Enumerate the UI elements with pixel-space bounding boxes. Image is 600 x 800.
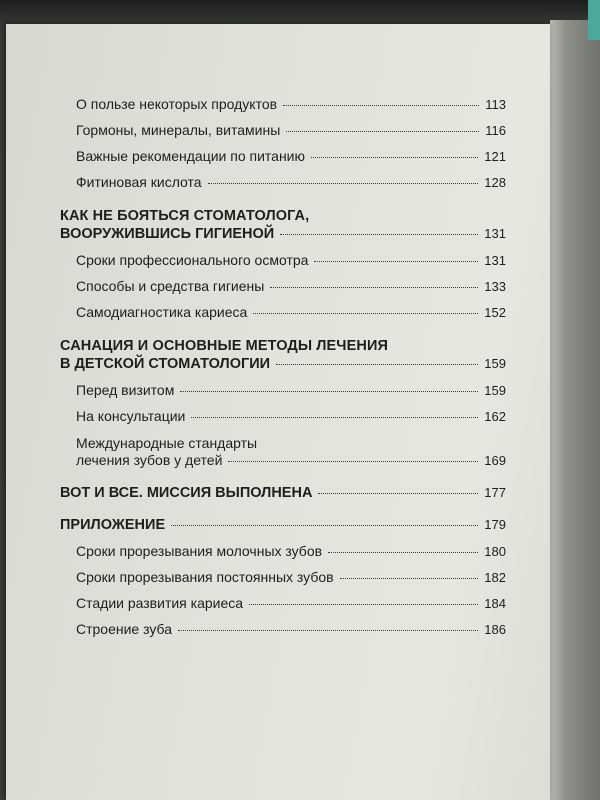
chapter-page: 179 xyxy=(484,517,506,532)
toc-entry-page: 184 xyxy=(484,596,506,611)
toc-entry-title: На консультации xyxy=(76,408,186,424)
book-page-stack xyxy=(550,20,600,800)
dot-leader xyxy=(283,105,479,106)
dot-leader xyxy=(340,578,479,579)
table-of-contents xyxy=(60,96,506,647)
dot-leader xyxy=(270,287,478,288)
toc-entry xyxy=(60,252,506,269)
toc-entry-page: 162 xyxy=(484,409,506,424)
toc-entry-page: 133 xyxy=(484,279,506,294)
dot-leader xyxy=(180,391,478,392)
toc-chapter xyxy=(60,485,506,501)
toc-chapter-entry xyxy=(60,356,506,372)
toc-entry-title: Перед визитом xyxy=(76,382,175,398)
toc-entry xyxy=(60,569,506,586)
toc-entry-title: Важные рекомендации по питанию xyxy=(76,148,305,164)
dot-leader xyxy=(191,417,478,418)
chapter-page: 177 xyxy=(484,485,506,500)
dot-leader xyxy=(276,364,478,365)
toc-entry-page: 131 xyxy=(484,253,506,268)
toc-entry-title: Способы и средства гигиены xyxy=(76,278,265,294)
toc-entry xyxy=(60,621,506,638)
toc-entry-title-line: Международные стандарты xyxy=(76,435,258,451)
toc-entry-title: Гормоны, минералы, витамины xyxy=(76,122,281,138)
dot-leader xyxy=(328,552,478,553)
toc-entry-page: 182 xyxy=(484,570,506,585)
dot-leader xyxy=(228,461,478,462)
toc-entry-title: Сроки профессионального осмотра xyxy=(76,252,309,268)
toc-chapter-entry xyxy=(60,226,506,242)
dot-leader xyxy=(314,261,478,262)
toc-entry-page: 121 xyxy=(484,149,506,164)
toc-entry-page: 113 xyxy=(485,97,506,112)
toc-entry xyxy=(60,408,506,425)
chapter-title: ПРИЛОЖЕНИЕ xyxy=(60,517,166,533)
toc-entry-page: 169 xyxy=(484,453,506,468)
toc-entry-page: 186 xyxy=(484,622,506,637)
toc-entry xyxy=(60,543,506,560)
toc-entry-title: Сроки прорезывания постоянных зубов xyxy=(76,569,334,585)
toc-entry-page: 180 xyxy=(484,544,506,559)
toc-chapter xyxy=(60,517,506,638)
chapter-title: В ДЕТСКОЙ СТОМАТОЛОГИИ xyxy=(60,356,271,372)
toc-entry xyxy=(60,148,506,165)
toc-chapter-entry xyxy=(60,485,506,501)
toc-entry xyxy=(60,304,506,321)
chapter-page: 131 xyxy=(484,226,506,241)
toc-entry xyxy=(60,595,506,612)
toc-chapter-entry xyxy=(60,517,506,533)
dot-leader xyxy=(311,157,478,158)
toc-chapter xyxy=(60,337,506,469)
toc-entry-page: 116 xyxy=(485,123,506,138)
toc-entry xyxy=(60,452,506,469)
toc-entry-title: Строение зуба xyxy=(76,621,173,637)
chapter-title: ВООРУЖИВШИСЬ ГИГИЕНОЙ xyxy=(60,226,275,242)
toc-entry xyxy=(60,278,506,295)
book-cover-edge xyxy=(588,0,600,40)
toc-entry xyxy=(60,174,506,191)
toc-entry xyxy=(60,96,506,113)
toc-entry-title: Фитиновая кислота xyxy=(76,174,202,190)
toc-entry xyxy=(60,382,506,399)
toc-entry-title: Самодиагностика кариеса xyxy=(76,304,248,320)
toc-entry-page: 128 xyxy=(484,175,506,190)
chapter-title-line: КАК НЕ БОЯТЬСЯ СТОМАТОЛОГА, xyxy=(60,208,310,224)
chapter-title: ВОТ И ВСЕ. МИССИЯ ВЫПОЛНЕНА xyxy=(60,485,313,501)
toc-entry-title: Стадии развития кариеса xyxy=(76,595,244,611)
dot-leader xyxy=(318,493,478,494)
chapter-title-line: САНАЦИЯ И ОСНОВНЫЕ МЕТОДЫ ЛЕЧЕНИЯ xyxy=(60,338,388,354)
toc-chapter xyxy=(60,207,506,321)
dot-leader xyxy=(253,313,478,314)
dot-leader xyxy=(286,131,479,132)
dot-leader xyxy=(280,234,478,235)
dot-leader xyxy=(249,604,478,605)
toc-entry-title: Сроки прорезывания молочных зубов xyxy=(76,543,323,559)
dot-leader xyxy=(178,630,478,631)
toc-entry-page: 159 xyxy=(484,383,506,398)
dot-leader xyxy=(208,183,479,184)
toc-entry-title: О пользе некоторых продуктов xyxy=(76,96,278,112)
toc-entry-title: лечения зубов у детей xyxy=(76,452,223,468)
dot-leader xyxy=(171,525,478,526)
toc-entry xyxy=(60,122,506,139)
toc-entry-page: 152 xyxy=(484,305,506,320)
chapter-page: 159 xyxy=(484,356,506,371)
